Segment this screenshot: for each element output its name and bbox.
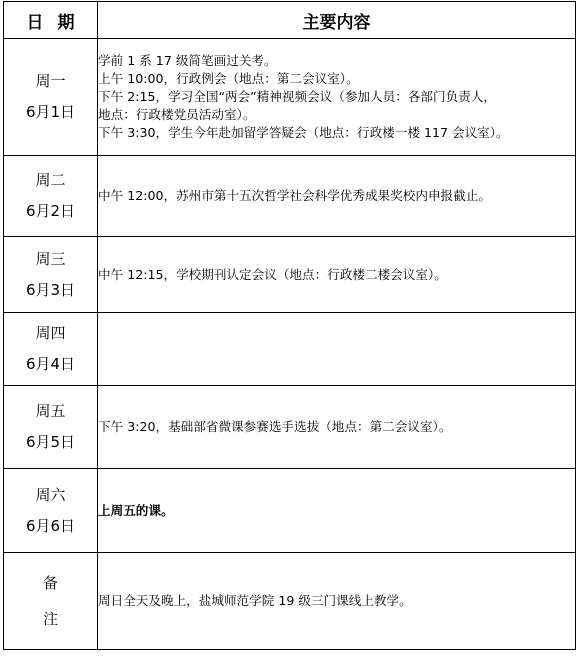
schedule-row-saturday bbox=[4, 469, 576, 553]
content-cell bbox=[98, 237, 576, 313]
date-label: 6月6日 bbox=[25, 516, 76, 535]
content-cell bbox=[98, 156, 576, 237]
event-line: 下午 3:30，学生今年赴加留学答疑会（地点：行政楼一楼 117 会议室）。 bbox=[98, 125, 509, 140]
event-line: 上周五的课。 bbox=[98, 502, 174, 518]
note-content-cell bbox=[98, 553, 576, 650]
event-line: 中午 12:00，苏州市第十五次哲学社会科学优秀成果奖校内申报截止。 bbox=[98, 188, 491, 203]
content-cell bbox=[98, 39, 576, 156]
date-cell bbox=[4, 237, 98, 313]
note-text: 周日全天及晚上，盐城师范学院 19 级三门课线上教学。 bbox=[98, 593, 412, 608]
date-label: 6月4日 bbox=[25, 355, 76, 373]
schedule-row-monday bbox=[4, 39, 576, 156]
date-label: 6月2日 bbox=[25, 202, 76, 220]
event-line: 下午 2:15，学习全国“两会”精神视频会议（参加人员：各部门负责人， bbox=[98, 89, 496, 104]
schedule-row-tuesday bbox=[4, 156, 576, 237]
event-line: 学前 1 系 17 级简笔画过关考。 bbox=[98, 53, 277, 68]
note-row bbox=[4, 553, 576, 650]
weekday-label: 周二 bbox=[35, 171, 66, 189]
weekday-label: 周五 bbox=[35, 402, 66, 420]
content-cell bbox=[98, 386, 576, 469]
note-label-cell bbox=[4, 553, 98, 650]
header-row bbox=[4, 2, 576, 39]
date-label: 6月1日 bbox=[25, 103, 76, 121]
event-line: 中午 12:15，学校期刊认定会议（地点：行政楼二楼会议室）。 bbox=[98, 266, 447, 282]
note-label-line: 备 bbox=[42, 574, 58, 592]
event-line: 下午 3:20，基础部省微课参赛选手选拔（地点：第二会议室）。 bbox=[98, 419, 452, 434]
event-line: 地点：行政楼党员活动室）。 bbox=[98, 107, 256, 122]
schedule-row-wednesday bbox=[4, 237, 576, 313]
date-label: 6月3日 bbox=[25, 280, 76, 299]
date-cell bbox=[4, 313, 98, 386]
note-label-line: 注 bbox=[42, 610, 58, 628]
date-cell bbox=[4, 39, 98, 156]
weekly-schedule-table bbox=[3, 1, 576, 650]
date-cell bbox=[4, 469, 98, 553]
content-cell bbox=[98, 469, 576, 553]
schedule-row-friday bbox=[4, 386, 576, 469]
event-line: 上午 10:00，行政例会（地点：第二会议室）。 bbox=[98, 71, 359, 86]
date-cell bbox=[4, 156, 98, 237]
schedule-row-thursday bbox=[4, 313, 576, 386]
weekday-label: 周一 bbox=[35, 72, 66, 90]
weekday-label: 周六 bbox=[35, 485, 66, 504]
date-column-header: 日期 bbox=[4, 2, 98, 39]
weekday-label: 周四 bbox=[35, 324, 66, 342]
weekday-label: 周三 bbox=[35, 249, 66, 268]
content-cell-empty bbox=[98, 313, 576, 386]
date-cell bbox=[4, 386, 98, 469]
content-column-header: 主要内容 bbox=[98, 2, 576, 39]
date-label: 6月5日 bbox=[25, 433, 76, 451]
